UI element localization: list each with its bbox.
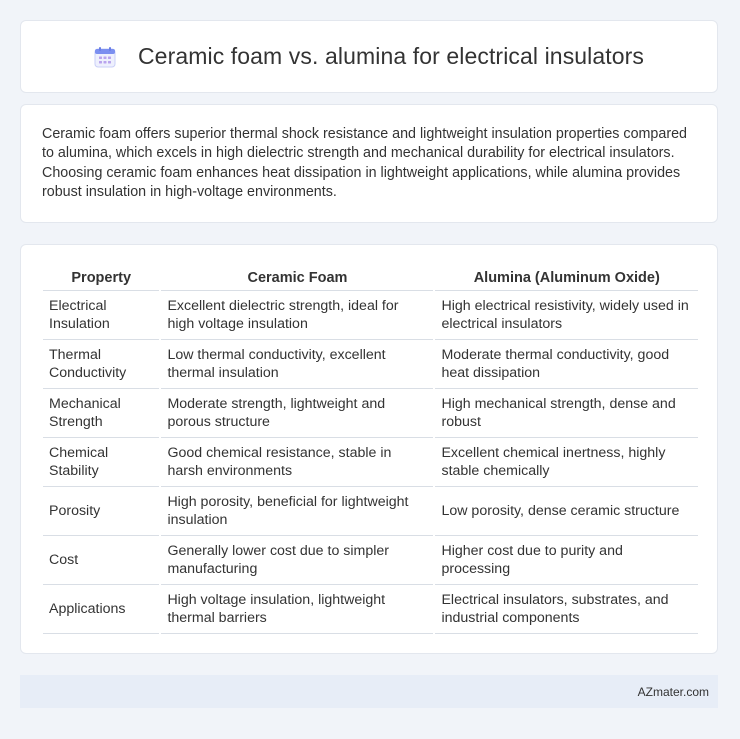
intro-card: [20, 104, 718, 223]
table-row: [43, 340, 698, 389]
table-row: [43, 291, 698, 340]
comparison-table: [41, 265, 700, 634]
title-card: [20, 20, 718, 93]
property-cell: Chemical Stability: [43, 438, 159, 487]
table-row: [43, 585, 698, 634]
comparison-card: [20, 244, 718, 654]
property-cell: Applications: [43, 585, 159, 634]
property-cell: Thermal Conductivity: [43, 340, 159, 389]
alumina-cell: High electrical resistivity, widely used in electrical insulators: [435, 291, 698, 340]
page-title: Ceramic foam vs. alumina for electrical insulators: [137, 43, 645, 69]
header-alumina: Alumina (Aluminum Oxide): [435, 265, 698, 291]
property-cell: Porosity: [43, 487, 159, 536]
table-header-row: [43, 265, 698, 291]
ceramic-foam-cell: Moderate strength, lightweight and porous structure: [161, 389, 433, 438]
table-row: [43, 389, 698, 438]
header-ceramic-foam: Ceramic Foam: [161, 265, 433, 291]
property-cell: Electrical Insulation: [43, 291, 159, 340]
table-row: [43, 487, 698, 536]
alumina-cell: Excellent chemical inertness, highly stable chemically: [435, 438, 698, 487]
ceramic-foam-cell: Low thermal conductivity, excellent thermal insulation: [161, 340, 433, 389]
alumina-cell: Moderate thermal conductivity, good heat dissipation: [435, 340, 698, 389]
property-cell: Mechanical Strength: [43, 389, 159, 438]
table-row: [43, 438, 698, 487]
calendar-icon: [94, 46, 116, 68]
alumina-cell: Electrical insulators, substrates, and industrial components: [435, 585, 698, 634]
table-row: [43, 536, 698, 585]
footer-site-label: AZmater.com: [637, 684, 709, 699]
ceramic-foam-cell: Generally lower cost due to simpler manufacturing: [161, 536, 433, 585]
intro-paragraph: Ceramic foam offers superior thermal shock resistance and lightweight insulation properties compared to alumina, which excels in high dielectric strength and mechanical durability for electrical insulators. Choosing ceramic foam enhances heat dissipation in lightweight applications, while alumina provides robust insulation in high-voltage environments.: [42, 126, 687, 200]
alumina-cell: Higher cost due to purity and processing: [435, 536, 698, 585]
ceramic-foam-cell: Excellent dielectric strength, ideal for high voltage insulation: [161, 291, 433, 340]
property-cell: Cost: [43, 536, 159, 585]
ceramic-foam-cell: Good chemical resistance, stable in harsh environments: [161, 438, 433, 487]
ceramic-foam-cell: High voltage insulation, lightweight thermal barriers: [161, 585, 433, 634]
footer-bar: [20, 675, 718, 708]
header-property: Property: [43, 265, 159, 291]
alumina-cell: Low porosity, dense ceramic structure: [435, 487, 698, 536]
title-wrap: [94, 43, 644, 70]
ceramic-foam-cell: High porosity, beneficial for lightweight insulation: [161, 487, 433, 536]
alumina-cell: High mechanical strength, dense and robust: [435, 389, 698, 438]
